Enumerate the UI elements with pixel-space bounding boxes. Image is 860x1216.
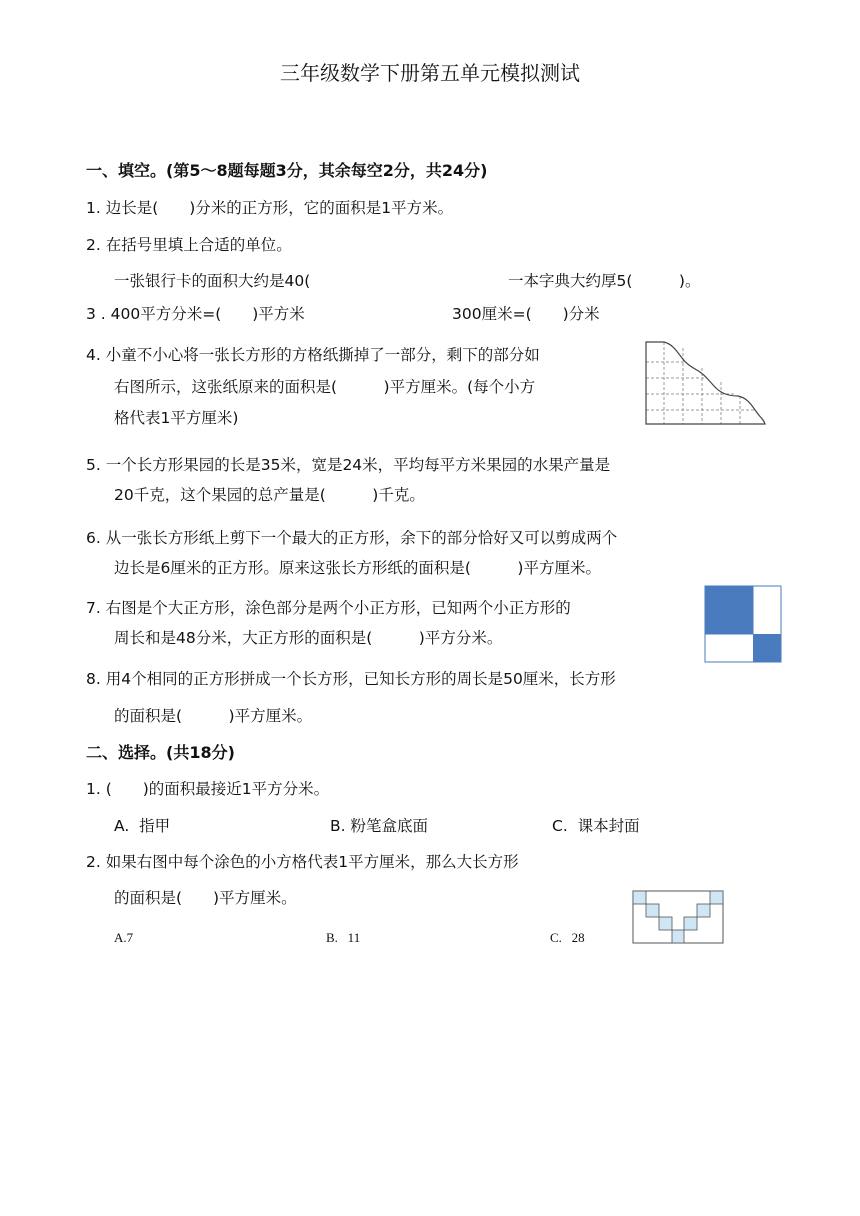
question-4-line3: 格代表1平方厘米) xyxy=(114,409,239,427)
question-7-line2: 周长和是48分米，大正方形的面积是( )平方分米。 xyxy=(114,629,503,647)
choice-question-1: 1. ( )的面积最接近1平方分米。 xyxy=(86,780,330,798)
choice-1-option-b: B. 粉笔盒底面 xyxy=(330,817,428,835)
question-4-line2: 右图所示，这张纸原来的面积是( )平方厘米。(每个小方 xyxy=(114,378,536,396)
choice-1-option-c: C. 课本封面 xyxy=(552,817,640,835)
shaded-cells-rectangle-figure xyxy=(632,890,724,944)
question-3-part-a: 3 . 400平方分米=( )平方米 xyxy=(86,305,305,323)
question-1: 1. 边长是( )分米的正方形，它的面积是1平方米。 xyxy=(86,199,454,217)
question-2-part-b: 一本字典大约厚5( )。 xyxy=(508,272,701,290)
choice-2-option-b: B. 11 xyxy=(326,930,361,945)
choice-question-2-line1: 2. 如果右图中每个涂色的小方格代表1平方厘米，那么大长方形 xyxy=(86,853,519,871)
question-7-line1: 7. 右图是个大正方形，涂色部分是两个小正方形，已知两个小正方形的 xyxy=(86,599,571,617)
choice-1-option-a: A. 指甲 xyxy=(114,817,171,835)
question-8-line1: 8. 用4个相同的正方形拼成一个长方形，已知长方形的周长是50厘米，长方形 xyxy=(86,670,616,688)
question-8-line2: 的面积是( )平方厘米。 xyxy=(114,707,313,725)
question-4-line1: 4. 小童不小心将一张长方形的方格纸撕掉了一部分，剩下的部分如 xyxy=(86,346,540,364)
question-6-line2: 边长是6厘米的正方形。原来这张长方形纸的面积是( )平方厘米。 xyxy=(114,559,601,577)
question-5-line1: 5. 一个长方形果园的长是35米，宽是24米，平均每平方米果园的水果产量是 xyxy=(86,456,611,474)
torn-grid-paper-figure xyxy=(644,340,768,428)
choice-2-option-c: C. 28 xyxy=(550,930,585,945)
question-2: 2. 在括号里填上合适的单位。 xyxy=(86,236,292,254)
big-square-figure xyxy=(704,585,782,663)
question-5-line2: 20千克，这个果园的总产量是( )千克。 xyxy=(114,486,425,504)
section2-heading: 二、选择。(共18分) xyxy=(86,743,235,762)
question-3-part-b: 300厘米=( )分米 xyxy=(452,305,600,323)
question-2-part-a: 一张银行卡的面积大约是40( xyxy=(114,272,311,290)
question-6-line1: 6. 从一张长方形纸上剪下一个最大的正方形，余下的部分恰好又可以剪成两个 xyxy=(86,529,618,547)
section1-heading: 一、填空。(第5～8题每题3分，其余每空2分，共24分) xyxy=(86,161,488,180)
page-title: 三年级数学下册第五单元模拟测试 xyxy=(280,61,580,85)
choice-question-2-line2: 的面积是( )平方厘米。 xyxy=(114,889,297,907)
choice-2-option-a: A.7 xyxy=(114,930,134,945)
